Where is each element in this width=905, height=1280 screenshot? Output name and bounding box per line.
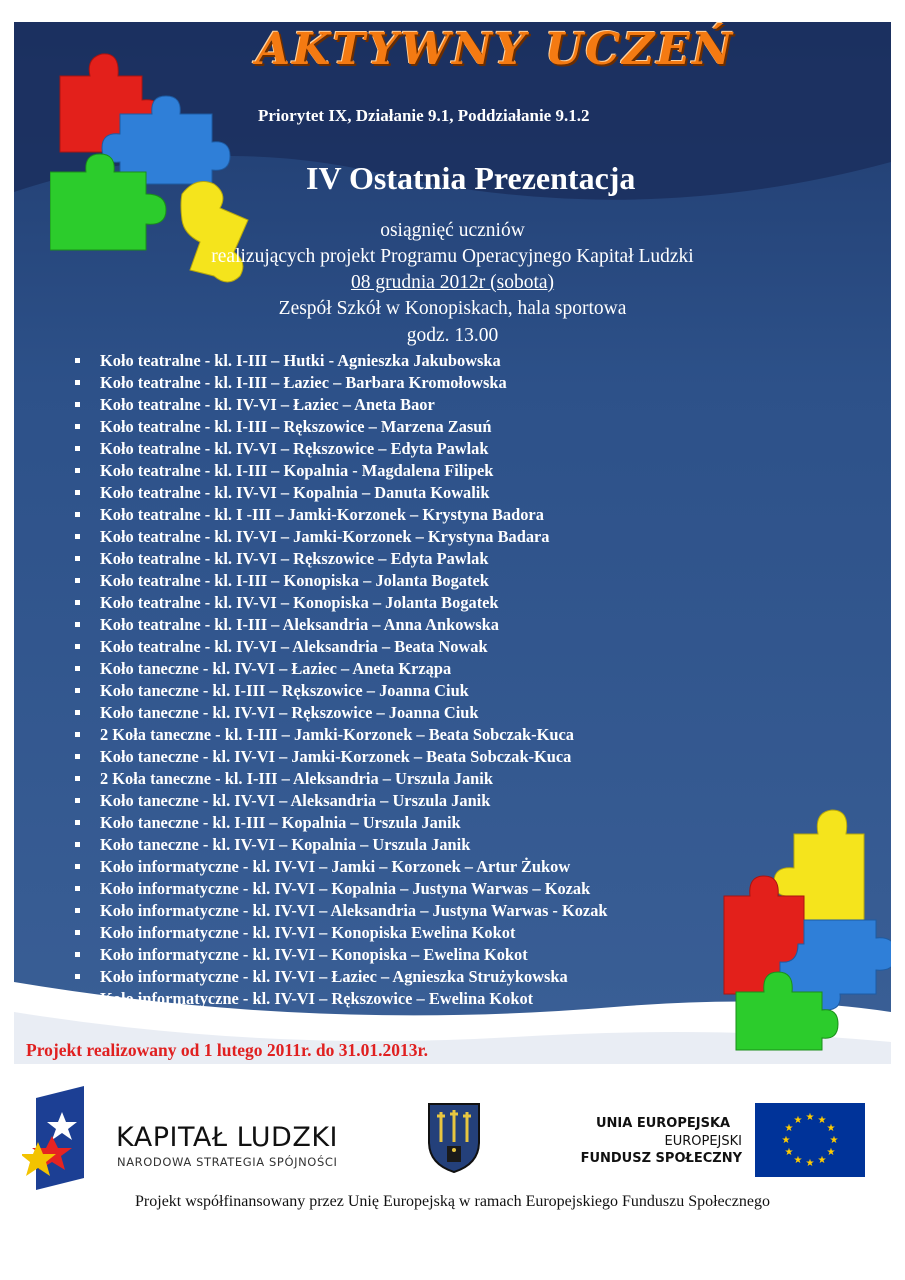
project-period: Projekt realizowany od 1 lutego 2011r. do 31.01.2013r. [26, 1040, 429, 1060]
event-location: Zespół Szkół w Konopiskach, hala sportowa [278, 298, 627, 319]
event-date: 08 grudnia 2012r (sobota) [350, 272, 555, 293]
list-item: Koło teatralne - kl. I-III – Kopalnia - Magdalena Filipek [72, 460, 608, 482]
list-item: Koło teatralne - kl. IV-VI – Aleksandria – Beata Nowak [72, 636, 608, 658]
list-item: Koło taneczne - kl. IV-VI – Rększowice – Joanna Ciuk [72, 702, 608, 724]
svg-text:★: ★ [784, 1147, 794, 1158]
kapital-ludzki-subtitle: NARODOWA STRATEGIA SPÓJNOŚCI [117, 1155, 338, 1169]
svg-text:★: ★ [817, 1115, 827, 1126]
list-item: Koło teatralne - kl. I-III – Rększowice – Marzena Zasuń [72, 416, 608, 438]
list-item: Koło teatralne - kl. I -III – Jamki-Korzonek – Krystyna Badora [72, 504, 608, 526]
list-item: Koło teatralne - kl. IV-VI – Kopalnia – Danuta Kowalik [72, 482, 608, 504]
subtitle-line-2: realizujących projekt Programu Operacyjnego Kapitał Ludzki [211, 246, 694, 267]
list-item: Koło taneczne - kl. IV-VI – Aleksandria – Urszula Janik [72, 790, 608, 812]
svg-text:★: ★ [781, 1135, 791, 1146]
svg-text:★: ★ [826, 1123, 836, 1134]
list-item: Koło taneczne - kl. IV-VI – Łaziec – Aneta Krząpa [72, 658, 608, 680]
list-item: Koło teatralne - kl. I-III – Łaziec – Barbara Kromołowska [72, 372, 608, 394]
kapital-ludzki-logo [22, 1086, 90, 1190]
list-item: 2 Koła taneczne - kl. I-III – Aleksandria – Urszula Janik [72, 768, 608, 790]
list-item: Koło informatyczne - kl. IV-VI – Aleksandria – Justyna Warwas - Kozak [72, 900, 608, 922]
poster-title: AKTYWNY UCZEŃ [256, 24, 735, 75]
list-item: Koło taneczne - kl. IV-VI – Jamki-Korzonek – Beata Sobczak-Kuca [72, 746, 608, 768]
subtitle-line-1: osiągnięć uczniów [380, 220, 525, 241]
list-item: Koło teatralne - kl. IV-VI – Rększowice – Edyta Pawlak [72, 438, 608, 460]
presentation-heading: IV Ostatnia Prezentacja [306, 160, 636, 196]
activity-list [72, 350, 608, 1010]
efs-line-2: FUNDUSZ SPOŁECZNY [580, 1151, 742, 1166]
list-item: Koło teatralne - kl. I-III – Hutki - Agnieszka Jakubowska [72, 350, 608, 372]
kapital-ludzki-title: KAPITAŁ LUDZKI [116, 1122, 338, 1153]
eu-name: UNIA EUROPEJSKA [596, 1116, 731, 1131]
svg-text:★: ★ [805, 1112, 815, 1123]
svg-text:★: ★ [784, 1123, 794, 1134]
priority-line: Priorytet IX, Działanie 9.1, Poddziałanie 9.1.2 [258, 106, 590, 125]
list-item: Koło taneczne - kl. IV-VI – Kopalnia – Urszula Janik [72, 834, 608, 856]
list-item: Koło informatyczne - kl. IV-VI – Rększowice – Ewelina Kokot [72, 988, 608, 1010]
list-item: Koło teatralne - kl. IV-VI – Rększowice – Edyta Pawlak [72, 548, 608, 570]
svg-text:★: ★ [817, 1155, 827, 1166]
list-item: Koło informatyczne - kl. IV-VI – Konopiska – Ewelina Kokot [72, 944, 608, 966]
list-item: Koło taneczne - kl. I-III – Rększowice – Joanna Ciuk [72, 680, 608, 702]
list-item: Koło informatyczne - kl. IV-VI – Konopiska Ewelina Kokot [72, 922, 608, 944]
eu-flag-icon [755, 1103, 865, 1177]
svg-text:★: ★ [793, 1155, 803, 1166]
list-item: 2 Koła taneczne - kl. I-III – Jamki-Korzonek – Beata Sobczak-Kuca [72, 724, 608, 746]
svg-text:★: ★ [793, 1115, 803, 1126]
list-item: Koło taneczne - kl. I-III – Kopalnia – Urszula Janik [72, 812, 608, 834]
event-time: godz. 13.00 [406, 325, 499, 346]
list-item: Koło teatralne - kl. I-III – Aleksandria – Anna Ankowska [72, 614, 608, 636]
list-item: Koło informatyczne - kl. IV-VI – Kopalnia – Justyna Warwas – Kozak [72, 878, 608, 900]
svg-text:★: ★ [829, 1135, 839, 1146]
municipal-crest-icon [427, 1102, 481, 1174]
list-item: Koło teatralne - kl. IV-VI – Konopiska – Jolanta Bogatek [72, 592, 608, 614]
list-item: Koło informatyczne - kl. IV-VI – Jamki – Korzonek – Artur Żukow [72, 856, 608, 878]
list-item: Koło informatyczne - kl. IV-VI – Łaziec – Agnieszka Strużykowska [72, 966, 608, 988]
svg-text:★: ★ [805, 1158, 815, 1169]
svg-text:★: ★ [826, 1147, 836, 1158]
list-item: Koło teatralne - kl. IV-VI – Łaziec – Aneta Baor [72, 394, 608, 416]
list-item: Koło teatralne - kl. IV-VI – Jamki-Korzonek – Krystyna Badara [72, 526, 608, 548]
cofinancing-note: Projekt współfinansowany przez Unię Europejską w ramach Europejskiego Funduszu Społecznego [135, 1193, 770, 1210]
efs-line-1: EUROPEJSKI [664, 1134, 742, 1149]
puzzle-cluster-bottom-right [720, 804, 891, 1052]
list-item: Koło teatralne - kl. I-III – Konopiska – Jolanta Bogatek [72, 570, 608, 592]
